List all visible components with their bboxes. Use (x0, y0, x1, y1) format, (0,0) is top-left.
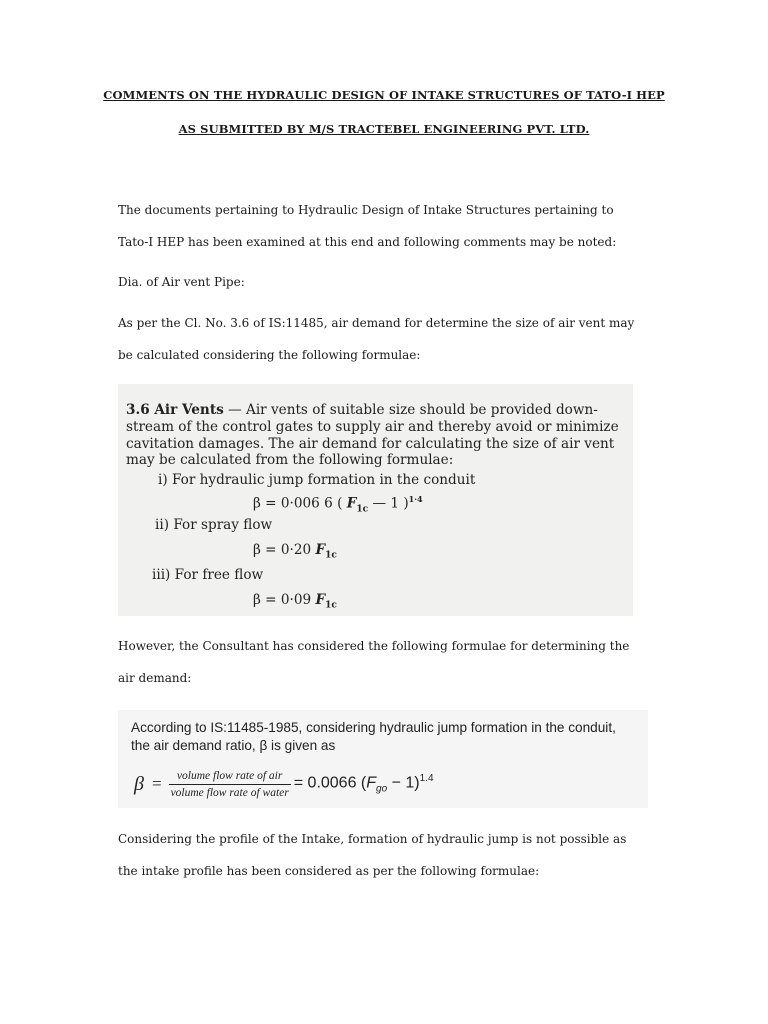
clause-reference-line-2: be calculated considering the following formulae: (118, 348, 421, 362)
rhs-var: F (366, 774, 377, 792)
formula-equals: = (151, 774, 162, 793)
formula-beta: β (134, 772, 144, 795)
eq1-rest: — 1 ) (368, 495, 409, 512)
clause-line-4: may be calculated from the following formulae: (126, 452, 454, 468)
clause-item-3-label: iii) For free flow (152, 567, 264, 583)
formula-rhs (294, 773, 434, 795)
consultant-line-2: the air demand ratio, β is given as (131, 738, 336, 753)
clause-line-2: stream of the control gates to supply air and thereby avoid or minimize (126, 419, 619, 435)
fraction-bar (169, 784, 291, 785)
profile-line-2: the intake profile has been considered as per the following formulae: (118, 864, 540, 878)
document-title-line-1: COMMENTS ON THE HYDRAULIC DESIGN OF INTAKE STRUCTURES OF TATO-I HEP (103, 88, 665, 102)
intro-line-2: Tato-I HEP has been examined at this end and following comments may be noted: (118, 235, 617, 249)
clause-heading: 3.6 Air Vents (126, 402, 224, 418)
eq1-exp: 1·4 (408, 494, 423, 504)
however-line-1: However, the Consultant has considered the following formulae for determining the (118, 639, 630, 653)
clause-line-1-text: — Air vents of suitable size should be provided down- (223, 402, 598, 418)
rhs-prefix: = 0.0066 ( (293, 774, 367, 792)
however-line-2: air demand: (118, 671, 192, 685)
clause-item-2-label: ii) For spray flow (155, 517, 273, 533)
document-title-line-2: AS SUBMITTED BY M/S TRACTEBEL ENGINEERING PVT. LTD. (178, 122, 590, 136)
clause-item-3-equation (253, 592, 337, 611)
air-demand-formula (134, 762, 434, 806)
profile-line-1: Considering the profile of the Intake, formation of hydraulic jump is not possible as (118, 832, 627, 846)
eq2-sub: 1c (325, 550, 337, 561)
consultant-line-1: According to IS:11485-1985, considering hydraulic jump formation in the conduit, (131, 720, 616, 735)
eq1-lhs: β = 0·006 6 ( (253, 495, 343, 512)
eq2-lhs: β = 0·20 (253, 542, 316, 558)
eq1-sub: 1c (356, 504, 369, 515)
consultant-excerpt-image (118, 710, 648, 808)
formula-numerator: volume flow rate of air (176, 769, 283, 782)
rhs-suffix: − 1) (387, 774, 420, 792)
formula-denominator: volume flow rate of water (170, 786, 289, 799)
formula-fraction (169, 770, 291, 799)
clause-reference-line-1: As per the Cl. No. 3.6 of IS:11485, air demand for determine the size of air vent may (118, 316, 635, 330)
intro-paragraph (118, 194, 651, 258)
eq3-lhs: β = 0·09 (253, 592, 316, 608)
section-heading: Dia. of Air vent Pipe: (118, 275, 245, 289)
intro-line-1: The documents pertaining to Hydraulic Design of Intake Structures pertaining to (118, 203, 614, 217)
rhs-exp: 1.4 (419, 773, 434, 785)
clause-item-2-equation (253, 542, 337, 561)
clause-reference-paragraph (118, 307, 651, 371)
clause-excerpt-image (118, 384, 633, 616)
eq3-var: F (315, 592, 326, 608)
rhs-sub: go (376, 783, 388, 795)
eq1-var: F (346, 495, 357, 512)
clause-line-3: cavitation damages. The air demand for calculating the size of air vent (126, 436, 615, 452)
eq2-var: F (315, 542, 326, 558)
clause-item-1-equation (253, 494, 423, 514)
clause-line-1 (126, 402, 598, 418)
clause-item-1-label: i) For hydraulic jump formation in the conduit (158, 472, 476, 488)
however-paragraph (118, 630, 651, 694)
eq3-sub: 1c (325, 600, 337, 611)
profile-paragraph (118, 823, 651, 887)
